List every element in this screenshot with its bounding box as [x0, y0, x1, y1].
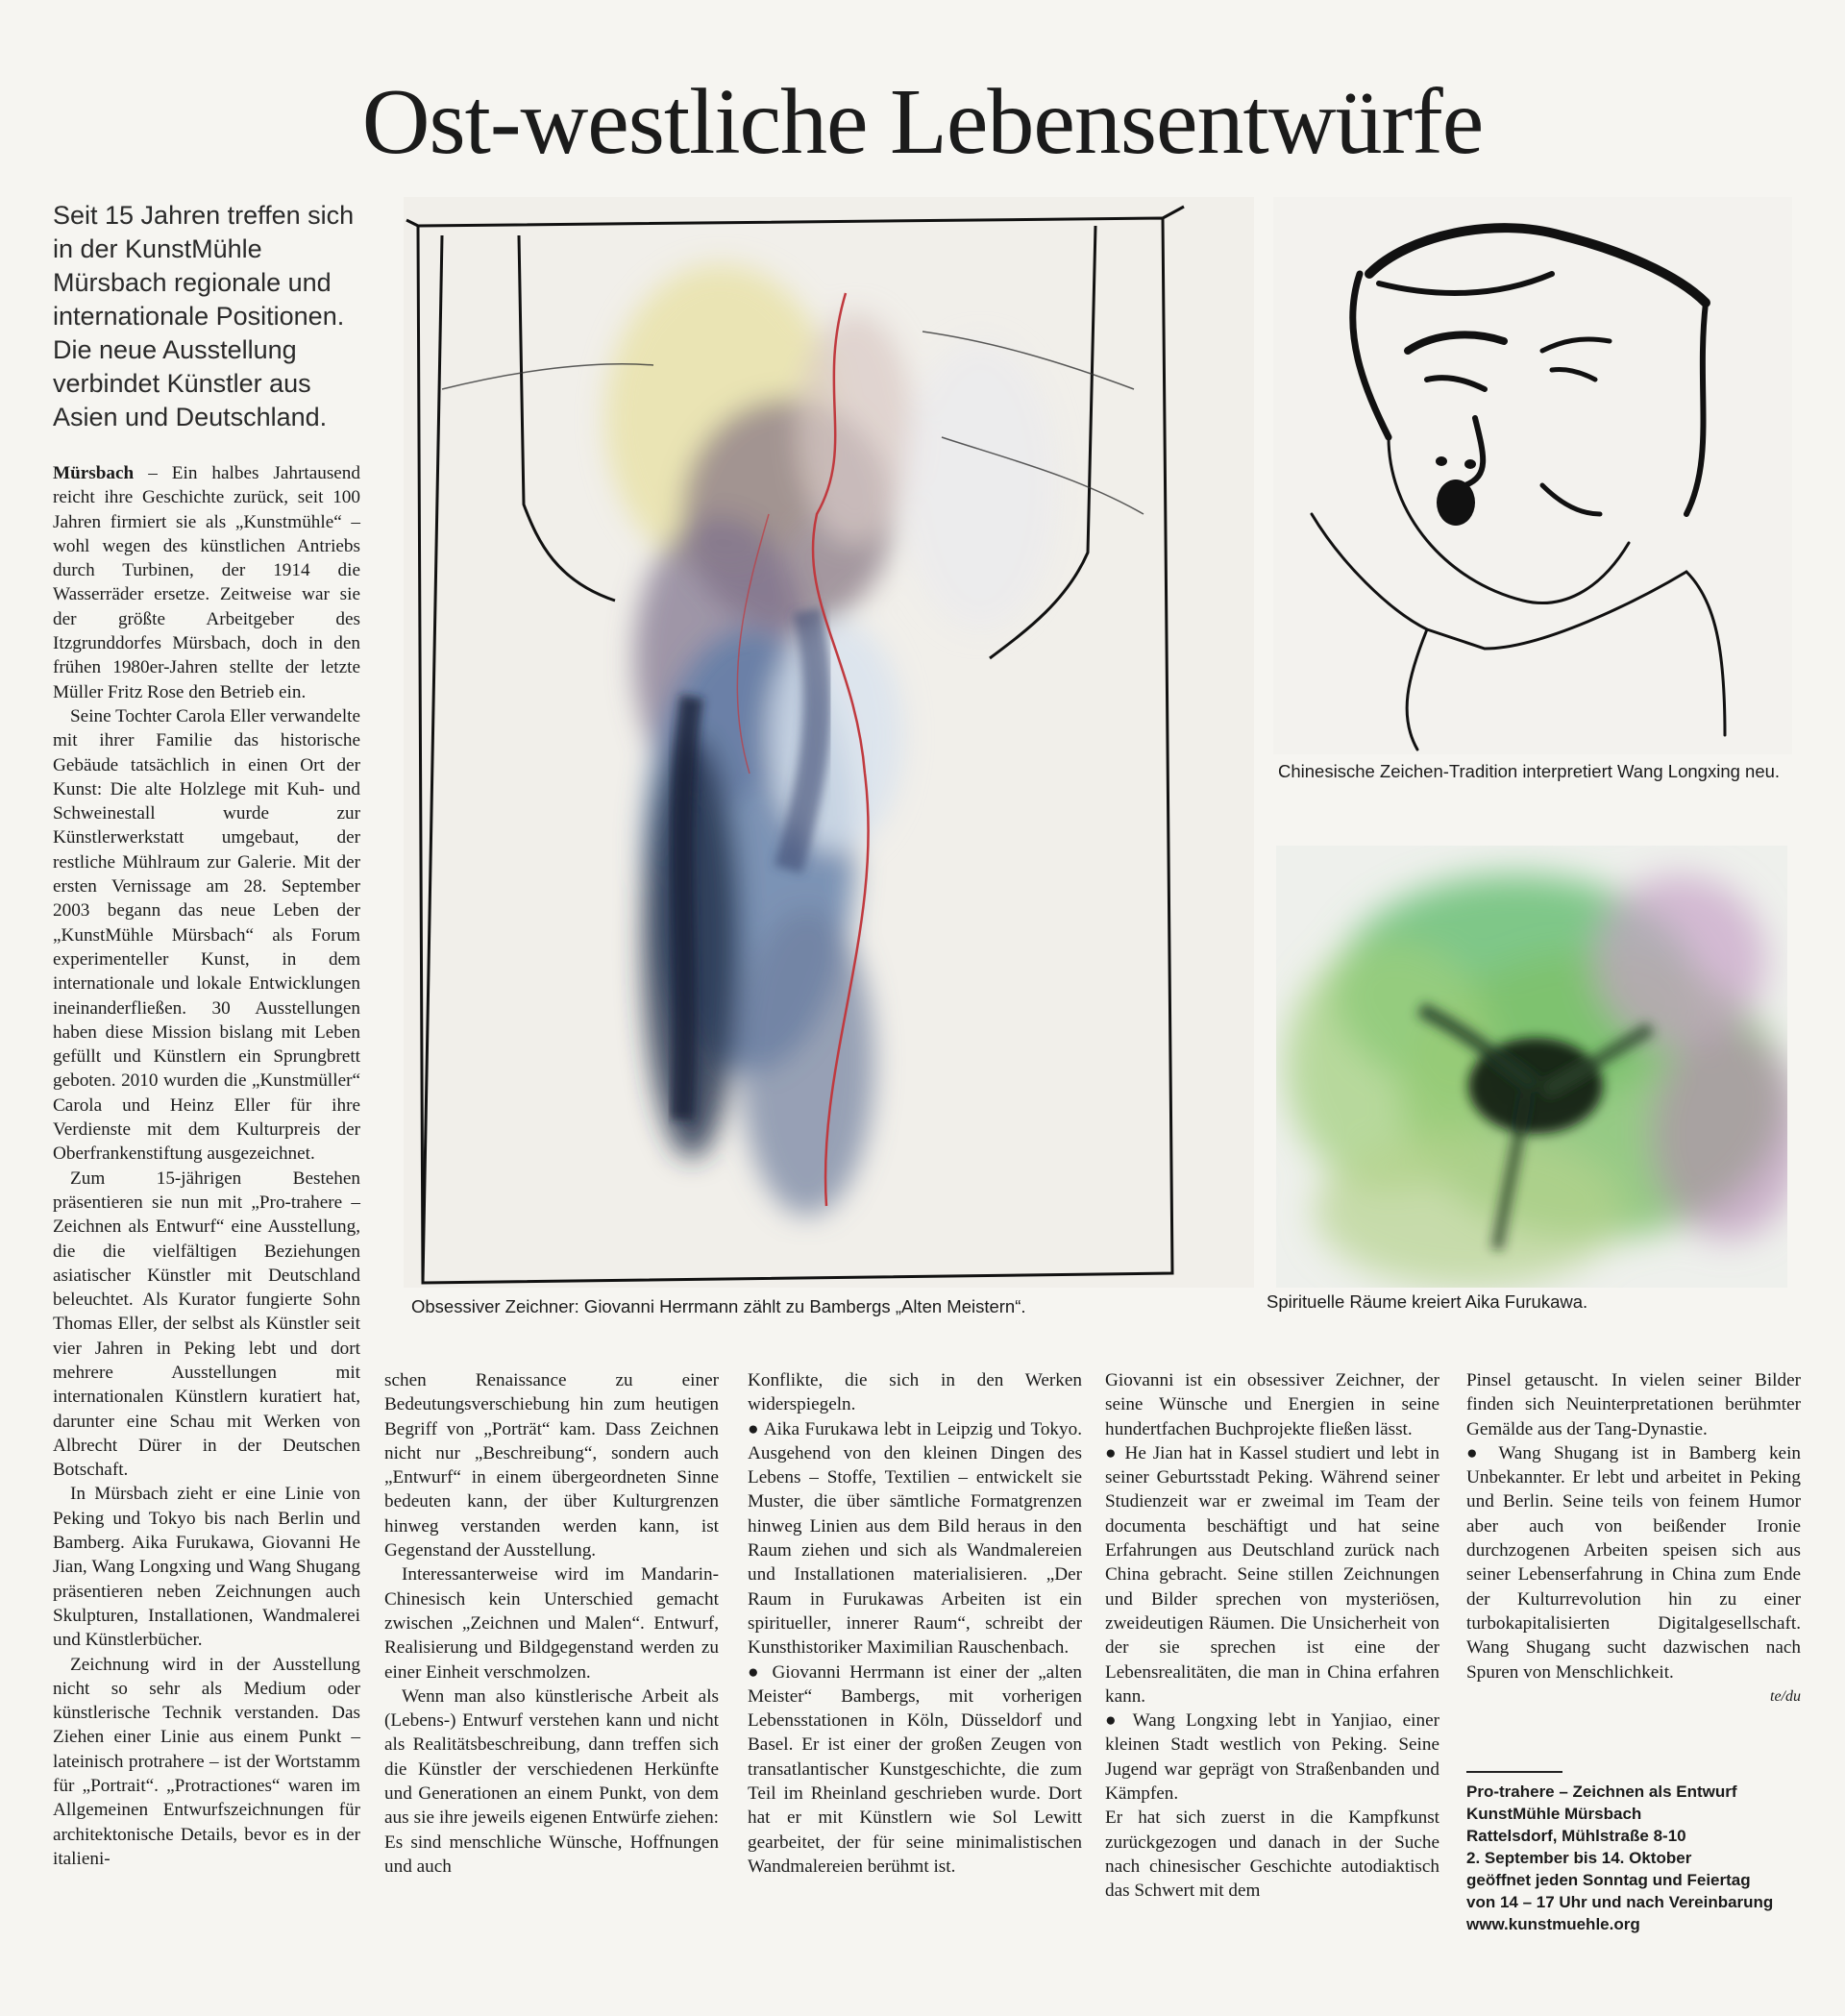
info-divider: [1466, 1771, 1562, 1773]
paragraph: Seine Tochter Carola Eller verwandelte mit ihrer Familie das historische Gebäude tatsächlich in einen Ort der Kunst: Die alte Holzlege mit Kuh- und Schweinestall wurde zur Künstlerwerkstatt umgebaut, der restliche Mühlraum zur Galerie. Mit der ersten Vernissage am 28. September 2003 begann das neue Leben der „KunstMühle Mürsbach“ als Forum experimenteller Kunst, in dem internationale und lokale Entwicklungen ineinanderfließen. 30 Ausstellungen haben diese Mission bislang mit Leben gefüllt und Künstlern ein Sprungbrett geboten. 2010 wurden die „Kunstmüller“ Carola und Heinz Eller für ihre Verdienste mit dem Kulturpreis der Oberfrankenstiftung ausgezeichnet.: [53, 705, 360, 1165]
info-hours: von 14 – 17 Uhr und nach Vereinbarung: [1466, 1893, 1774, 1911]
bullet-icon: ●: [1466, 1442, 1487, 1463]
paragraph: Wenn man also künstlerische Arbeit als (Lebens-) Entwurf verstehen kann und nicht als Realitätsbeschreibung, dann treffen sich die Künstler der verschiedenen Herkünfte und Generationen an einem Punkt, von dem aus sie ihre jeweils eigenen Entwürfe ziehen: Es sind menschliche Wünsche, Hoffnungen und auch: [384, 1685, 719, 1877]
bullet-icon: ●: [1105, 1710, 1122, 1732]
paragraph: Giovanni ist ein obsessiver Zeichner, der seine Wünsche und Energien in seine hundertfachen Buchprojekte fließen lässt.: [1105, 1370, 1439, 1439]
text: Aika Furukawa lebt in Leipzig und Tokyo. Ausgehend von den kleinen Dingen des Lebens – Stoffe, Textilien – entwickelt sie Muster, die über sämtliche Formatgrenzen hinweg Linien aus dem Bild heraus in den Raum ziehen und sich als Wandmalereien und Installationen materialisieren. „Der Raum in Furukawas Arbeiten ist ein spiritueller, innerer Raum“, schreibt der Kunsthistoriker Maximilian Rauschenbach.: [748, 1418, 1082, 1659]
info-venue: KunstMühle Mürsbach: [1466, 1805, 1642, 1823]
dateline: Mürsbach: [53, 463, 135, 483]
article-column-2: [384, 1368, 719, 1879]
main-image-caption: Obsessiver Zeichner: Giovanni Herrmann zählt zu Bambergs „Alten Meistern“.: [411, 1296, 1026, 1316]
face-image-caption: Chinesische Zeichen-Tradition interpretiert Wang Longxing neu.: [1278, 761, 1781, 781]
text: Giovanni Herrmann ist einer der „alten Meister“ Bambergs, mit vorherigen Lebensstationen in Köln, Düsseldorf und Basel. Er ist einer der großen Zeugen von transatlantischer Kunstgeschichte, die zum Teil im Rheinland geschrieben wurde. Dort hat er mit Künstlern wie Sol Lewitt gearbeitet, der für seine minimalistischen Wandmalereien berühmt ist.: [748, 1661, 1083, 1877]
abstract-painting-image: [1276, 846, 1787, 1288]
main-artwork-image: [404, 197, 1254, 1288]
article-column-3: [748, 1368, 1082, 1879]
paragraph: Zeichnung wird in der Ausstellung nicht so sehr als Medium oder künstlerische Technik verstanden. Das Ziehen einer Linie aus einem Punkt – lateinisch protrahere – ist der Wortstamm für „Portrait“. „Protractiones“ waren im Allgemeinen Entwurfszeichnungen für architektonische Details, bevor es in der italieni-: [53, 1654, 360, 1869]
paragraph: [53, 461, 360, 704]
text: He Jian hat in Kassel studiert und lebt in seiner Geburtsstadt Peking. Während seiner Studienzeit war er zweimal im Team der documenta beschäftigt und hat seine Erfahrungen aus Deutschland zurück nach China gebracht. Seine stillen Zeichnungen und Bilder sprechen von mysteriösen, zweideutigen Räumen. Die Unsicherheit von der sie sprechen ist eine der Lebensrealitäten, die man in China erfahren kann.: [1105, 1442, 1440, 1707]
info-opening: geöffnet jeden Sonntag und Feiertag: [1466, 1871, 1751, 1889]
headline: Ost-westliche Lebensentwürfe: [361, 70, 1484, 174]
author-signature: te/du: [1770, 1687, 1801, 1705]
paragraph: Zum 15-jährigen Bestehen präsentieren sie nun mit „Pro-trahere – Zeichnen als Entwurf“ eine Ausstellung, die die vielfältigen Beziehungen asiatischer Künstler mit Deutschland beleuchtet. Als Kurator fungierte Sohn Thomas Eller, der selbst als Künstler seit vier Jahren in Peking lebt und dort mehrere Ausstellungen mit internationalen Künstlern kuratiert hat, darunter eine Schau mit Werken von Albrecht Dürer in der Deutschen Botschaft.: [53, 1168, 360, 1481]
text: Wang Shugang ist in Bamberg kein Unbekannter. Er lebt und arbeitet in Peking und Berlin. Seine teils von feinem Humor aber auch von beißender Ironie durchzogenen Arbeiten speisen sich aus seiner Lebenserfahrung in China zum Ende der Kulturrevolution hin zu einer turbokapitalisierten Digitalgesellschaft. Wang Shugang sucht dazwischen nach Spuren von Menschlichkeit.: [1466, 1442, 1801, 1683]
paragraph: In Mürsbach zieht er eine Linie von Peking und Tokyo bis nach Berlin und Bamberg. Aika Furukawa, Giovanni He Jian, Wang Longxing und Wang Shugang präsentieren neben Zeichnungen auch Skulpturen, Installationen, Wandmalerei und Künstlerbücher.: [53, 1484, 360, 1651]
info-dates: 2. September bis 14. Oktober: [1466, 1849, 1692, 1867]
bullet-icon: ●: [1105, 1442, 1119, 1463]
bullet-icon: ●: [748, 1661, 764, 1683]
paragraph: Er hat sich zuerst in die Kampfkunst zurückgezogen und danach in der Suche nach chinesischer Geschichte autodiaktisch das Schwert mit dem: [1105, 1807, 1439, 1902]
lead-paragraph: Seit 15 Jahren treffen sich in der KunstMühle Mürsbach regionale und internationale Positionen. Die neue Ausstellung verbindet Künstler aus Asien und Deutschland.: [53, 201, 355, 431]
paragraph: Pinsel getauscht. In vielen seiner Bilder finden sich Neuinterpretationen berühmter Gemälde aus der Tang-Dynastie.: [1466, 1370, 1801, 1439]
article-column-5: [1466, 1368, 1801, 1709]
abstract-image-caption: Spirituelle Räume kreiert Aika Furukawa.: [1267, 1291, 1588, 1312]
text: – Ein halbes Jahrtausend reicht ihre Geschichte zurück, seit 100 Jahren firmiert sie als „Kunstmühle“ – wohl wegen des künstlichen Antriebs durch Turbinen, der 1914 die Wasserräder ersetze. Zeitweise war sie der größte Arbeitgeber des Itzgrunddorfes Mürsbach, doch in den frühen 1980er-Jahren stellte der letzte Müller Fritz Rose den Betrieb ein.: [53, 463, 360, 702]
paragraph: [1105, 1709, 1439, 1806]
paragraph: schen Renaissance zu einer Bedeutungsverschiebung hin zum heutigen Begriff von „Porträt“ kam. Dass Zeichnen nicht nur „Beschreibung“, sondern auch „Entwurf“ in einem übergeordneten Sinne bedeuten kann, der über Kulturgrenzen hinweg verstanden werden kann, ist Gegenstand der Ausstellung.: [384, 1370, 719, 1561]
paragraph: [1105, 1441, 1439, 1709]
article-column-4: [1105, 1368, 1439, 1904]
info-website: www.kunstmuehle.org: [1466, 1915, 1640, 1933]
paragraph: [748, 1417, 1082, 1660]
paragraph: Konflikte, die sich in den Werken widerspiegeln.: [748, 1370, 1082, 1415]
info-title: Pro-trahere – Zeichnen als Entwurf: [1466, 1782, 1737, 1801]
paragraph: Interessanterweise wird im Mandarin-Chinesisch kein Unterschied gemacht zwischen „Zeichnen und Malen“. Entwurf, Realisierung und Bildgegenstand werden zu einer Einheit verschmolzen.: [384, 1564, 719, 1683]
paragraph: [748, 1660, 1082, 1880]
paragraph: [1466, 1441, 1801, 1684]
text: Wang Longxing lebt in Yanjiao, einer kleinen Stadt westlich von Peking. Seine Jugend war geprägt von Straßenbanden und Kämpfen.: [1105, 1710, 1440, 1805]
face-drawing-image: [1273, 197, 1792, 754]
exhibition-info-box: [1466, 1781, 1803, 1935]
info-address: Rattelsdorf, Mühlstraße 8-10: [1466, 1827, 1686, 1845]
bullet-icon: ●: [748, 1418, 760, 1439]
article-column-1: [53, 461, 360, 1871]
